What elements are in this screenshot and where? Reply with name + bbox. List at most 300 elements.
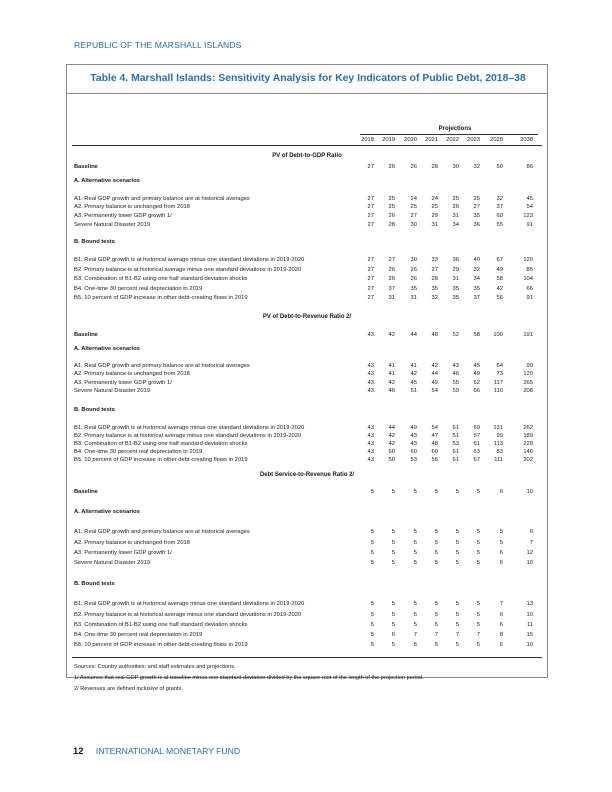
alt-scenario-row-cell: 123 [523,213,533,219]
alt-scenario-row-cell: 5 [370,560,374,566]
alt-scenario-row-cell: 24 [431,196,438,202]
baseline-row-label: Baseline [74,489,98,495]
year-header-cell: 2019 [382,137,395,143]
alt-scenario-row-cell: 36 [473,222,480,228]
alt-scenario-row-cell: 5 [476,540,480,546]
alt-scenario-row-label: A1. Real GDP growth and primary balance are at historical averages [74,363,250,369]
bound-test-row-cell: 58 [496,276,503,282]
baseline-row-cell: 44 [410,332,417,338]
alt-scenario-row-cell: 45 [526,196,533,202]
bound-test-row-cell: 37 [473,295,480,301]
alt-scenario-row-cell: 41 [388,371,395,377]
page-number: 12 [73,745,84,756]
bound-test-row-cell: 15 [526,632,533,638]
bound-test-row-cell: 53 [410,457,417,463]
alt-scenario-row-cell: 208 [523,388,533,394]
alt-scenario-row-cell: 46 [388,388,395,394]
alt-scenario-row-cell: 10 [526,560,533,566]
bound-test-row-cell: 5 [455,601,459,607]
alt-scenario-row-cell: 5 [413,550,417,556]
baseline-row-label: Baseline [74,164,98,170]
alt-scenario-row-cell: 26 [388,213,395,219]
alt-scenario-row-cell: 5 [476,560,480,566]
alt-scenario-row-cell: 5 [499,529,503,535]
bound-test-row-cell: 5 [455,612,459,618]
alt-scenario-row-cell: 31 [452,213,459,219]
bound-test-row-cell: 35 [431,286,438,292]
alt-scenario-row-cell: 117 [493,380,503,386]
alt-scenario-row-cell: 5 [413,560,417,566]
alt-scenario-row-cell: 27 [473,204,480,210]
alt-scenario-row [67,212,547,220]
alt-scenario-row-cell: 27 [367,222,374,228]
alt-scenario-row-cell: 27 [367,204,374,210]
baseline-row-cell: 191 [523,332,533,338]
bottom-rule [72,657,542,658]
bound-test-row-cell: 5 [413,601,417,607]
bound-test-row-cell: 5 [455,642,459,648]
alt-scenario-row-cell: 5 [391,550,395,556]
alt-scenario-row-cell: 5 [455,540,459,546]
bound-test-row-label: B5. 10 percent of GDP increase in other debt-creating flows in 2019 [74,295,248,301]
bound-test-row-cell: 10 [526,642,533,648]
alt-scenario-row-cell: 24 [410,196,417,202]
alt-scenario-row-label: A2. Primary balance is unchanged from 2018 [74,204,191,210]
baseline-row-cell: 5 [434,489,438,495]
year-header-cell: 2038 [520,137,533,143]
bound-test-row-cell: 189 [523,433,533,439]
bound-test-row-cell: 120 [523,257,533,263]
bound-test-row-cell: 43 [410,433,417,439]
bound-test-row-cell: 28 [431,276,438,282]
alt-scenario-row-cell: 55 [496,222,503,228]
bound-test-row-label: B4. One-time 30 percent real depreciation in 2019 [74,449,203,455]
alt-scenario-row-cell: 25 [388,196,395,202]
alt-scenario-row-cell: 5 [476,529,480,535]
bound-test-row-cell: 10 [526,612,533,618]
bound-test-row-cell: 5 [391,622,395,628]
alt-scenario-row-label: Severe Natural Disaster 2019 [74,222,151,228]
alt-scenario-row-label: A2. Primary balance is unchanged from 2018 [74,371,191,377]
alt-scenario-row-cell: 5 [455,550,459,556]
baseline-row-cell: 52 [452,332,459,338]
bound-test-row-cell: 47 [431,433,438,439]
bound-test-row-cell: 42 [388,433,395,439]
bound-test-row-cell: 42 [496,286,503,292]
baseline-row-cell: 5 [391,489,395,495]
alt-scenario-row-cell: 265 [523,380,533,386]
bound-test-row-cell: 6 [499,642,503,648]
bound-test-row-cell: 26 [388,267,395,273]
alt-scenario-row-cell: 43 [452,363,459,369]
bound-test-row-cell: 53 [452,441,459,447]
alt-scenario-row-label: A1. Real GDP growth and primary balance are at historical averages [74,529,250,535]
baseline-row-cell: 5 [476,489,480,495]
alt-scenario-row-cell: 45 [410,380,417,386]
bound-test-row-label: B1. Real GDP growth is at historical average minus one standard deviations in 2019-2020 [74,601,305,607]
bound-test-row-cell: 63 [473,449,480,455]
bound-test-row-cell: 54 [431,425,438,431]
baseline-row-cell: 86 [526,164,533,170]
alt-scenario-row-cell: 30 [410,222,417,228]
alt-scenario-row-cell: 42 [388,380,395,386]
bound-test-row-cell: 5 [413,612,417,618]
bound-tests-heading-label: B. Bound tests [74,407,115,413]
alt-scenarios-heading-label: A. Alternative scenarios [74,509,140,515]
alt-scenario-row-cell: 34 [452,222,459,228]
alt-scenario-row-cell: 42 [431,363,438,369]
page-footer [73,745,240,756]
bound-test-row-cell: 5 [476,642,480,648]
bound-test-row-cell: 111 [494,457,503,463]
bound-test-row-cell: 35 [452,295,459,301]
bound-test-row [67,424,547,432]
baseline-row-cell: 100 [493,332,503,338]
baseline-row-cell: 26 [410,164,417,170]
alt-scenario-row-cell: 110 [493,388,503,394]
alt-scenario-row [67,370,547,378]
bound-test-row-cell: 61 [452,457,459,463]
bound-test-row [67,621,547,629]
alt-scenario-row-cell: 91 [526,222,533,228]
alt-scenario-row-cell: 29 [431,213,438,219]
alt-scenario-row-label: Severe Natural Disaster 2019 [74,388,151,394]
alt-scenario-row [67,221,547,229]
bound-test-row [67,285,547,293]
baseline-row-cell: 5 [455,489,459,495]
alt-scenario-row [67,559,547,567]
bound-test-row-cell: 26 [410,276,417,282]
bound-test-row-cell: 33 [431,257,438,263]
bound-test-row-cell: 202 [523,457,533,463]
alt-scenario-row-cell: 5 [413,529,417,535]
baseline-row-cell: 10 [526,489,533,495]
bound-test-row-cell: 5 [455,622,459,628]
bound-test-row-label: B3. Combination of B1-B2 using one half standard deviation shocks [74,276,248,282]
bound-test-row-cell: 27 [367,276,374,282]
alt-scenario-row-cell: 27 [367,196,374,202]
bound-test-row-cell: 67 [496,257,503,263]
publisher-name: INTERNATIONAL MONETARY FUND [95,746,241,756]
bound-test-row-cell: 48 [431,441,438,447]
bound-test-row-cell: 31 [410,295,417,301]
alt-scenario-row [67,387,547,395]
alt-scenario-row-cell: 54 [431,388,438,394]
alt-scenario-row-cell: 31 [431,222,438,228]
bound-test-row-label: B3. Combination of B1-B2 using one half standard deviation shocks [74,441,248,447]
bound-test-row-cell: 5 [413,622,417,628]
bound-test-row-label: B2. Primary balance is at historical average minus one standard deviations in 2019-2020 [74,433,302,439]
bound-test-row [67,448,547,456]
bound-test-row-cell: 29 [452,267,459,273]
alt-scenario-row-cell: 5 [370,529,374,535]
bound-test-row-cell: 27 [367,286,374,292]
bound-test-row-cell: 26 [410,267,417,273]
bound-test-row-cell: 43 [367,441,374,447]
bound-test-row-cell: 31 [388,295,395,301]
bound-test-row [67,611,547,619]
bound-tests-heading [67,406,547,414]
bound-test-row-cell: 43 [410,441,417,447]
alt-scenario-row [67,549,547,557]
alt-scenario-row-cell: 25 [452,196,459,202]
bound-test-row-cell: 5 [391,642,395,648]
bound-test-row [67,266,547,274]
block-heading: Debt Service-to-Revenue Ratio 2/ [259,472,355,478]
alt-scenario-row-cell: 5 [434,560,438,566]
bound-test-row-cell: 26 [388,276,395,282]
bound-test-row-cell: 5 [434,601,438,607]
projections-rule [360,134,538,135]
alt-scenario-row-cell: 5 [391,529,395,535]
alt-scenario-row-cell: 5 [434,550,438,556]
year-header-rule [72,145,542,146]
bound-tests-heading-label: B. Bound tests [74,581,115,587]
block-heading: PV of Debt-to-GDP Ratio [272,153,342,159]
alt-scenario-row-cell: 49 [431,380,438,386]
alt-scenario-row-cell: 6 [499,560,503,566]
bound-test-row-cell: 50 [388,457,395,463]
bound-test-row-cell: 35 [452,286,459,292]
bound-test-row-cell: 43 [367,457,374,463]
alt-scenario-row-cell: 26 [452,204,459,210]
alt-scenarios-heading [67,345,547,353]
bound-test-row-cell: 27 [367,257,374,263]
alt-scenario-row-label: Severe Natural Disaster 2019 [74,560,151,566]
baseline-row-cell: 43 [367,332,374,338]
bound-test-row-cell: 35 [473,286,480,292]
bound-test-row [67,294,547,302]
baseline-row-cell: 5 [413,489,417,495]
bound-test-row-cell: 49 [496,267,503,273]
alt-scenario-row-cell: 27 [367,213,374,219]
bound-test-row-cell: 11 [526,622,533,628]
alt-scenario-row-cell: 41 [388,363,395,369]
bound-test-row-cell: 5 [370,632,374,638]
bound-test-row-cell: 5 [370,601,374,607]
bound-test-row-cell: 27 [431,267,438,273]
bound-test-row-cell: 7 [499,601,503,607]
alt-scenario-row [67,203,547,211]
bound-test-row-cell: 5 [434,622,438,628]
alt-scenario-row-cell: 5 [434,540,438,546]
baseline-row-cell: 58 [473,332,480,338]
alt-scenario-row-cell: 6 [529,529,533,535]
bound-test-row-cell: 49 [410,425,417,431]
projections-label: Projections [438,126,472,132]
bound-test-row-cell: 13 [526,601,533,607]
alt-scenario-row-cell: 43 [367,371,374,377]
alt-scenarios-heading [67,177,547,185]
alt-scenario-row-cell: 35 [473,213,480,219]
alt-scenario-row-label: A3. Permanently lower GDP growth 1/ [74,380,172,386]
bound-test-row-label: B2. Primary balance is at historical average minus one standard deviations in 2019-2020 [74,267,302,273]
bound-test-row-cell: 5 [391,601,395,607]
alt-scenario-row-cell: 55 [452,380,459,386]
alt-scenario-row-cell: 7 [529,540,533,546]
bound-test-row-cell: 5 [476,601,480,607]
alt-scenario-row-cell: 51 [410,388,417,394]
bound-test-row-cell: 35 [410,286,417,292]
bound-test-row-cell: 6 [499,622,503,628]
bound-test-row-cell: 6 [391,632,395,638]
alt-scenario-row [67,362,547,370]
alt-scenario-row-cell: 5 [413,540,417,546]
alt-scenario-row-cell: 12 [526,550,533,556]
bound-test-row [67,631,547,639]
bound-test-row-label: B2. Primary balance is at historical average minus one standard deviations in 2019-2020 [74,612,302,618]
year-header-cell: 2022 [446,137,459,143]
bound-test-row-label: B4. One-time 30 percent real depreciation in 2019 [74,286,203,292]
table-title: Table 4. Marshall Islands: Sensitivity Analysis for Key Indicators of Public Debt, 2018–38 [90,73,526,84]
bound-test-row-cell: 27 [367,295,374,301]
bound-test-row-cell: 43 [367,425,374,431]
bound-test-row-cell: 69 [473,425,480,431]
bound-test-row-cell: 37 [388,286,395,292]
bound-tests-heading [67,238,547,246]
alt-scenario-row-cell: 37 [496,204,503,210]
bound-test-row-cell: 42 [388,441,395,447]
bound-test-row-cell: 85 [526,267,533,273]
bound-test-row-cell: 146 [523,449,533,455]
alt-scenario-row [67,195,547,203]
bound-test-row-cell: 32 [431,295,438,301]
alt-scenarios-heading-label: A. Alternative scenarios [74,178,140,184]
alt-scenario-row-cell: 49 [473,371,480,377]
bound-test-row-label: B3. Combination of B1-B2 using one half standard deviation shocks [74,622,248,628]
alt-scenario-row-cell: 54 [526,204,533,210]
alt-scenario-row-label: A1. Real GDP growth and primary balance are at historical averages [74,196,250,202]
bound-test-row [67,432,547,440]
bound-test-row-cell: 7 [413,632,417,638]
alt-scenario-row-cell: 99 [526,363,533,369]
alt-scenario-row-cell: 64 [496,363,503,369]
baseline-row-cell: 5 [370,489,374,495]
bound-test-row-cell: 30 [410,257,417,263]
alt-scenario-row-cell: 44 [431,371,438,377]
bound-test-row-cell: 43 [367,449,374,455]
alt-scenario-row-cell: 5 [499,540,503,546]
alt-scenario-row-cell: 59 [452,388,459,394]
table-frame [66,64,548,692]
bound-test-row-cell: 8 [499,632,503,638]
bound-test-row-label: B4. One-time 30 percent real depreciation in 2019 [74,632,203,638]
running-head: REPUBLIC OF THE MARSHALL ISLANDS [74,40,242,50]
alt-scenario-row-cell: 25 [431,204,438,210]
bound-test-row-label: B1. Real GDP growth is at historical average minus one standard deviations in 2019-2020 [74,257,305,263]
baseline-row-cell: 42 [388,332,395,338]
baseline-row-cell: 48 [431,332,438,338]
bound-test-row-cell: 57 [473,433,480,439]
bound-test-row-cell: 228 [523,441,533,447]
alt-scenario-row-cell: 6 [499,550,503,556]
bound-test-row-cell: 5 [434,642,438,648]
alt-scenarios-heading [67,508,547,516]
alt-scenario-row-cell: 5 [391,540,395,546]
baseline-row-cell: 27 [367,164,374,170]
bound-test-row [67,256,547,264]
bound-test-row-cell: 262 [523,425,533,431]
bound-test-row-cell: 5 [476,622,480,628]
bound-test-row-cell: 5 [413,642,417,648]
bound-test-row-cell: 7 [455,632,459,638]
alt-scenarios-heading-label: A. Alternative scenarios [74,346,140,352]
bound-test-row-cell: 27 [388,257,395,263]
alt-scenario-row-cell: 5 [391,560,395,566]
bound-test-row-cell: 60 [388,449,395,455]
alt-scenario-row-cell: 32 [496,196,503,202]
alt-scenario-row-cell: 25 [410,204,417,210]
bound-test-row-cell: 113 [493,441,503,447]
bound-test-row-cell: 5 [370,612,374,618]
bound-test-row-cell: 60 [410,449,417,455]
bound-test-row-cell: 34 [473,276,480,282]
baseline-row-cell: 6 [499,489,503,495]
bound-test-row-cell: 5 [370,622,374,628]
bound-test-row [67,456,547,464]
bound-test-row-cell: 67 [473,457,480,463]
alt-scenario-row-cell: 25 [473,196,480,202]
bound-test-row-label: B1. Real GDP growth is at historical average minus one standard deviations in 2019-2020 [74,425,305,431]
alt-scenario-row [67,528,547,536]
title-rule [67,93,547,94]
bound-test-row-cell: 7 [434,632,438,638]
alt-scenario-row-cell: 5 [455,560,459,566]
bound-test-row-cell: 5 [370,642,374,648]
bound-test-row [67,440,547,448]
year-header-cell: 2020 [404,137,417,143]
bound-test-row-cell: 61 [473,441,480,447]
bound-test-row [67,600,547,608]
bound-test-row-label: B5. 10 percent of GDP increase in other debt-creating flows in 2019 [74,642,248,648]
alt-scenario-row [67,379,547,387]
alt-scenario-row [67,539,547,547]
baseline-row [67,163,547,171]
bound-test-row-cell: 32 [473,267,480,273]
bound-test-row-cell: 61 [452,425,459,431]
alt-scenario-row-cell: 41 [410,363,417,369]
year-header-cell: 2018 [361,137,374,143]
alt-scenario-row-label: A3. Permanently lower GDP growth 1/ [74,213,172,219]
alt-scenario-row-label: A3. Permanently lower GDP growth 1/ [74,550,172,556]
bound-test-row-cell: 7 [476,632,480,638]
bound-test-row-cell: 43 [367,433,374,439]
table-note: 1/ Assumes that real GDP growth is at baseline minus one standard deviation divided by the square root of the length of the projection period. [74,675,424,681]
alt-scenario-row-cell: 5 [476,550,480,556]
bound-test-row-cell: 44 [388,425,395,431]
baseline-row-cell: 50 [496,164,503,170]
bound-test-row-cell: 5 [476,612,480,618]
bound-test-row-cell: 31 [452,276,459,282]
alt-scenario-row-cell: 73 [496,371,503,377]
bound-test-row-cell: 51 [452,433,459,439]
alt-scenario-row-cell: 43 [367,363,374,369]
bound-test-row-cell: 91 [526,295,533,301]
year-header-cell: 2023 [467,137,480,143]
bound-test-row-cell: 56 [431,457,438,463]
bound-test-row-cell: 104 [523,276,533,282]
alt-scenario-row-cell: 5 [370,540,374,546]
alt-scenario-row-cell: 27 [410,213,417,219]
bound-test-row-cell: 6 [499,612,503,618]
alt-scenario-row-cell: 66 [473,388,480,394]
bound-test-row-cell: 99 [496,433,503,439]
baseline-row-cell: 26 [388,164,395,170]
baseline-row [67,488,547,496]
bound-tests-heading-label: B. Bound tests [74,239,115,245]
bound-test-row-cell: 56 [496,295,503,301]
alt-scenario-row-cell: 60 [496,213,503,219]
